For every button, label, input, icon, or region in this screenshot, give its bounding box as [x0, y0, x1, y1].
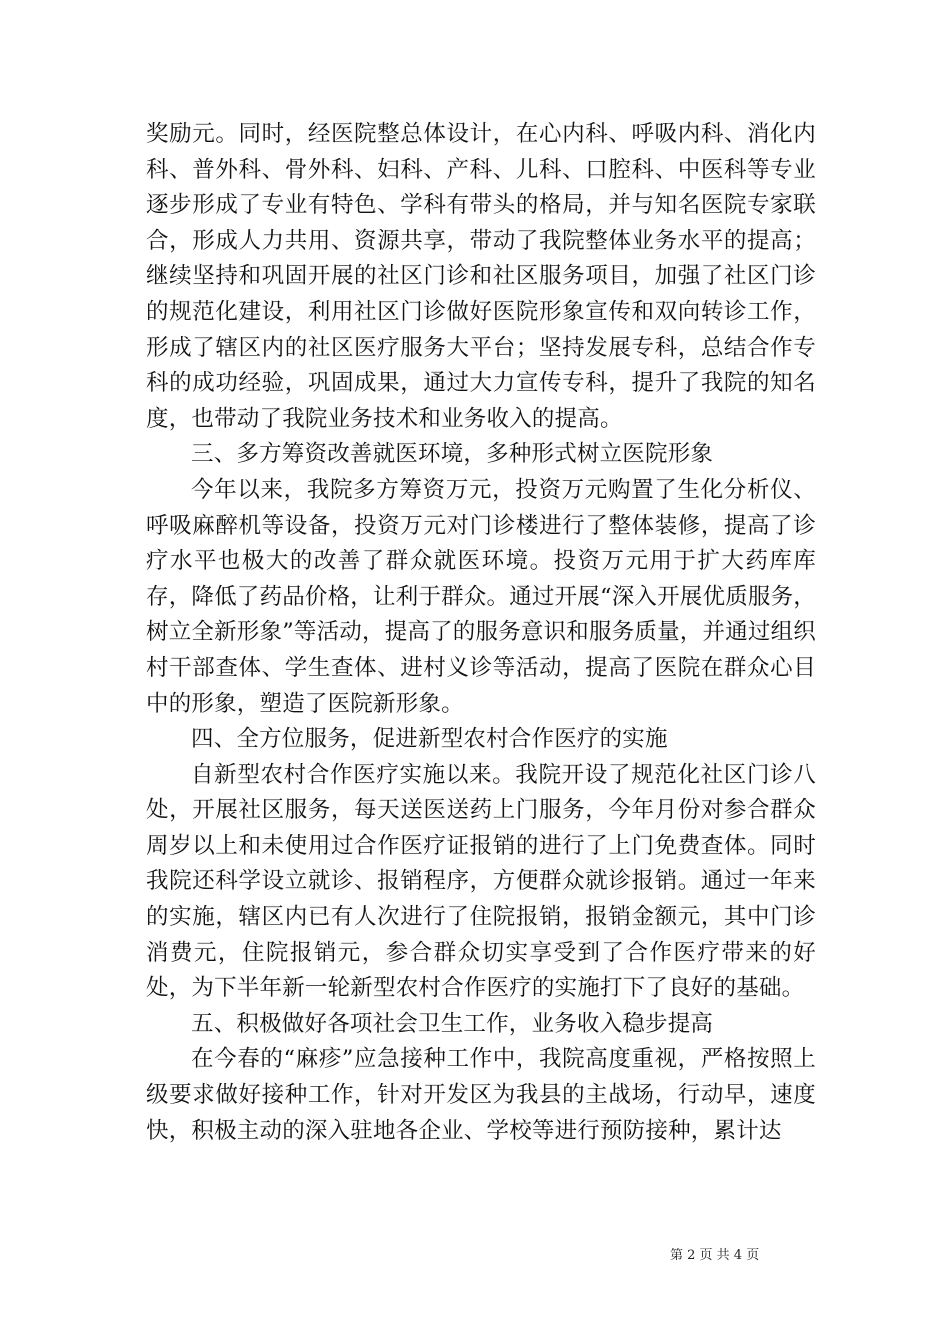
section-heading-4: 四、全方位服务，促进新型农村合作医疗的实施: [191, 726, 668, 753]
paragraph-section-3: 今年以来，我院多方筹资万元，投资万元购置了生化分析仪、呼吸麻醉机等设备，投资万元对门诊楼进行了整体装修，提高了诊疗水平也极大的改善了群众就医环境。投资万元用于扩大药库库存，降低了药品价格，让利于群众。通过开展“深入开展优质服务，树立全新形象”等活动，提高了的服务意识和服务质量，并通过组织村干部查体、学生查体、进村义诊等活动，提高了医院在群众心目中的形象，塑造了医院新形象。: [146, 476, 817, 717]
paragraph-continuation: 奖励元。同时，经医院整总体设计，在心内科、呼吸内科、消化内科、普外科、骨外科、妇科、产科、儿科、口腔科、中医科等专业逐步形成了专业有特色、学科有带头的格局，并与知名医院专家联合，形成人力共用、资源共享，带动了我院整体业务水平的提高；继续坚持和巩固开展的社区门诊和社区服务项目，加强了社区门诊的规范化建设，利用社区门诊做好医院形象宣传和双向转诊工作，形成了辖区内的社区医疗服务大平台；坚持发展专科，总结合作专科的成功经验，巩固成果，通过大力宣传专科，提升了我院的知名度，也带动了我院业务技术和业务收入的提高。: [146, 121, 816, 432]
paragraph-section-5: 在今春的“麻疹”应急接种工作中，我院高度重视，严格按照上级要求做好接种工作，针对开发区为我县的主战场，行动早，速度快，积极主动的深入驻地各企业、学校等进行预防接种，累计达: [146, 1046, 816, 1144]
section-heading-3: 三、多方筹资改善就医环境，多种形式树立医院形象: [191, 441, 714, 468]
paragraph-section-4: 自新型农村合作医疗实施以来。我院开设了规范化社区门诊八处，开展社区服务，每天送医送药上门服务，今年月份对参合群众周岁以上和未使用过合作医疗证报销的进行了上门免费查体。同时我院还科学设立就诊、报销程序，方便群众就诊报销。通过一年来的实施，辖区内已有人次进行了住院报销，报销金额元，其中门诊消费元，住院报销元，参合群众切实享受到了合作医疗带来的好处，为下半年新一轮新型农村合作医疗的实施打下了良好的基础。: [146, 761, 816, 1002]
document-body: [146, 117, 816, 1149]
section-heading-5: 五、积极做好各项社会卫生工作，业务收入稳步提高: [191, 1010, 714, 1037]
page-number-footer: 第 2 页 共 4 页: [670, 1248, 760, 1263]
